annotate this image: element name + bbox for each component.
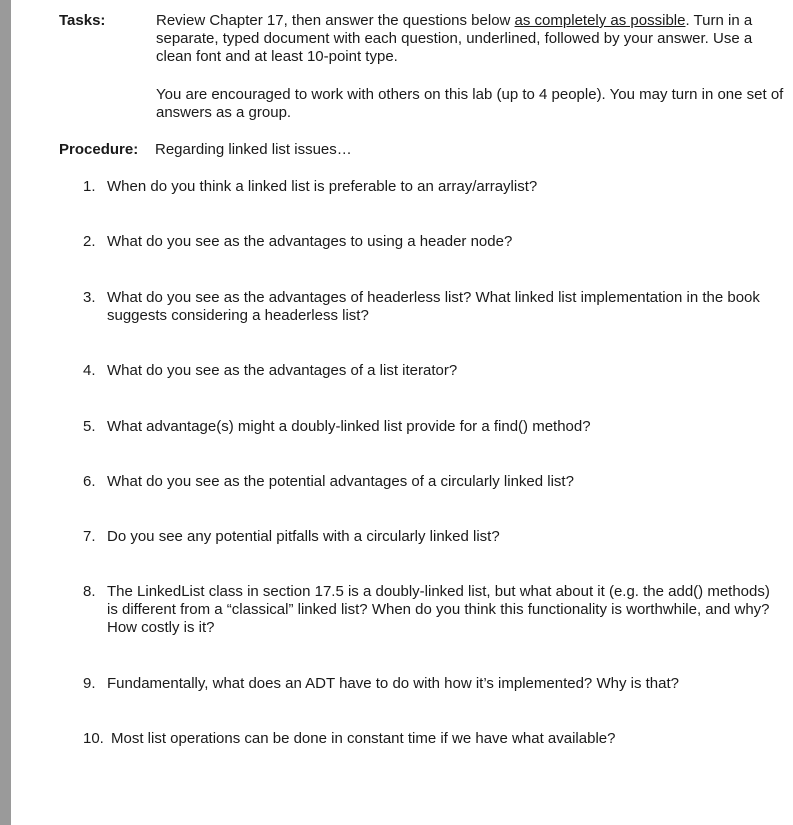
question-number: 5. <box>83 418 96 435</box>
question-item <box>83 473 783 491</box>
question-text: Do you see any potential pitfalls with a circularly linked list? <box>107 528 500 545</box>
group-work-note: You are encouraged to work with others on this lab (up to 4 people). You may turn in one set of answers as a group. <box>156 86 784 121</box>
question-number: 6. <box>83 473 96 490</box>
question-item <box>83 583 773 637</box>
question-number: 3. <box>83 289 96 306</box>
question-item <box>83 528 783 546</box>
question-item <box>83 675 783 693</box>
question-item <box>83 362 783 380</box>
tasks-emphasis: as completely as possible <box>514 12 686 29</box>
question-number: 10. <box>83 730 104 747</box>
question-text: Most list operations can be done in constant time if we have what available? <box>111 730 616 747</box>
question-number: 7. <box>83 528 96 545</box>
question-item <box>83 418 783 436</box>
question-item <box>83 730 783 748</box>
tasks-text-part1: Review Chapter 17, then answer the questions below <box>156 12 515 29</box>
question-text: When do you think a linked list is preferable to an array/arraylist? <box>107 178 538 195</box>
tasks-label: Tasks: <box>59 12 106 29</box>
question-number: 2. <box>83 233 96 250</box>
question-text: What do you see as the advantages to using a header node? <box>107 233 513 250</box>
question-item <box>83 289 783 325</box>
question-text: What do you see as the potential advantages of a circularly linked list? <box>107 473 574 490</box>
question-item <box>83 233 783 251</box>
question-text: What do you see as the advantages of a list iterator? <box>107 362 458 379</box>
tasks-text-part2: . Turn in a separate, typed document with each question, underlined, followed by your answer. Use a clean font and at least 10-point type. <box>156 12 753 65</box>
question-number: 1. <box>83 178 96 195</box>
procedure-intro: Regarding linked list issues… <box>155 141 352 158</box>
question-number: 9. <box>83 675 96 692</box>
question-number: 8. <box>83 583 96 600</box>
question-text: The LinkedList class in section 17.5 is a doubly-linked list, but what about it (e.g. the add() methods) is different from a “classical” linked list? When do you think this functionality is worthwhile, and why? How costly is it? <box>107 583 770 636</box>
question-text: What advantage(s) might a doubly-linked list provide for a find() method? <box>107 418 591 435</box>
question-item <box>83 178 783 196</box>
question-number: 4. <box>83 362 96 379</box>
procedure-label: Procedure: <box>59 141 139 158</box>
question-text: Fundamentally, what does an ADT have to do with how it’s implemented? Why is that? <box>107 675 679 692</box>
tasks-instructions <box>156 12 786 66</box>
question-text: What do you see as the advantages of headerless list? What linked list implementation in the book suggests considering a headerless list? <box>107 289 760 324</box>
